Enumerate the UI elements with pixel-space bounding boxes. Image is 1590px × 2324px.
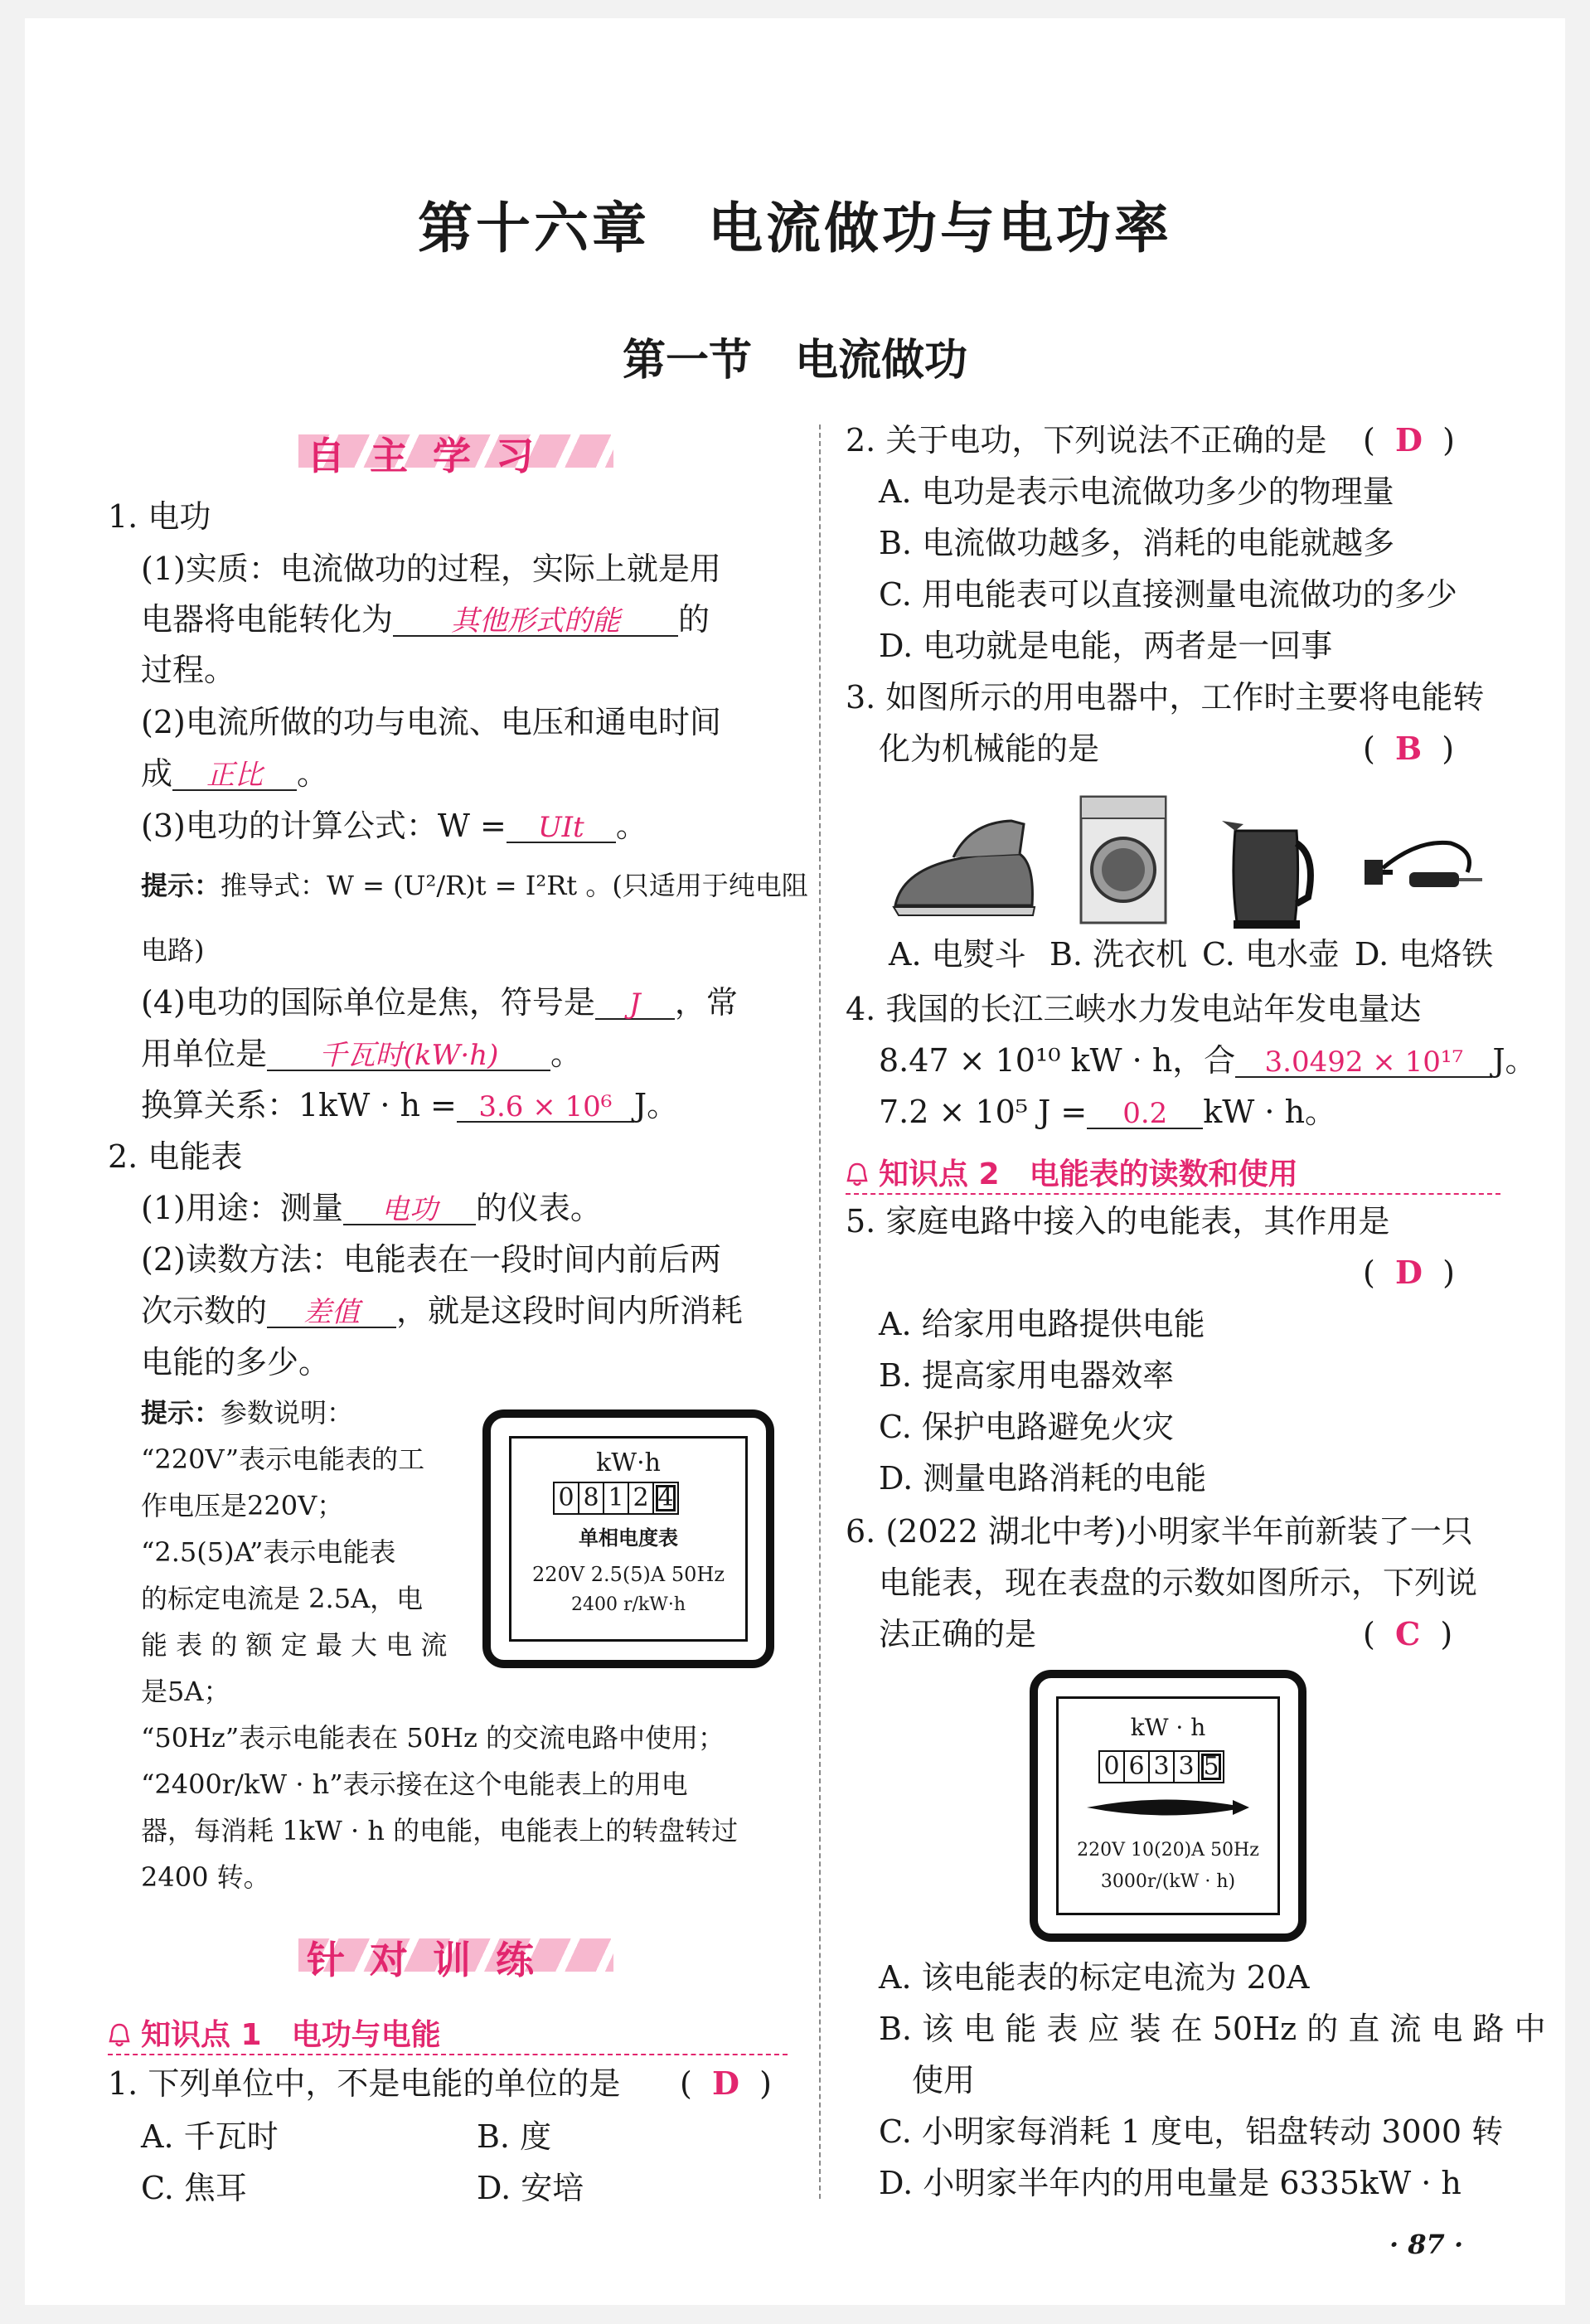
q2-2-text: 次示数的 xyxy=(141,1293,268,1329)
q2-2-tail: ，就是这段时间内所消耗 xyxy=(396,1293,744,1329)
q6-option-b-cont: 使用 xyxy=(912,2062,976,2098)
q3-stem-line-2: 化为机械能的是 xyxy=(879,730,1100,767)
q5-option-b: B. 提高家用电器效率 xyxy=(879,1357,1175,1394)
q1-4c-text: 换算关系：1kW · h = xyxy=(141,1087,457,1123)
practice-q1-option-c: C. 焦耳 xyxy=(141,2170,247,2206)
q3-bracket: ( B ) xyxy=(1363,730,1455,767)
hint2-line: 的标定电流是 2.5A，电 xyxy=(141,1583,424,1614)
meter-digit: 1 xyxy=(603,1482,629,1515)
q5-answer: D xyxy=(1394,1254,1423,1291)
q2-title: 2. 电能表 xyxy=(108,1138,243,1175)
practice-banner: 针对训练 xyxy=(307,1938,559,1982)
q1-1-answer: 其他形式的能 xyxy=(393,607,678,637)
q6-option-b: B. 该 电 能 表 应 装 在 50Hz 的 直 流 电 路 中 xyxy=(879,2011,1546,2047)
q2-option-a: A. 电功是表示电流做功多少的物理量 xyxy=(879,473,1394,510)
hint1-line-2: 电路) xyxy=(141,934,205,966)
q4-line-3-text: 7.2 × 10⁵ J = xyxy=(879,1094,1088,1130)
q2-2-answer: 差值 xyxy=(267,1298,396,1328)
meter-2-digits xyxy=(1098,1750,1223,1783)
q1-1-line-a: (1)实质：电流做功的过程，实际上就是用 xyxy=(141,551,721,587)
hint2-line: 能 表 的 额 定 最 大 电 流 xyxy=(141,1629,448,1661)
meter-1-rev: 2400 r/kW·h xyxy=(570,1594,686,1615)
q5-option-d: D. 测量电路消耗的电能 xyxy=(879,1460,1207,1497)
q1-1-line-b xyxy=(141,601,710,638)
q1-4b-tail: 。 xyxy=(550,1036,583,1072)
q3-stem-line-1: 3. 如图所示的用电器中，工作时主要将电能转 xyxy=(846,679,1485,716)
q2-1-line xyxy=(141,1192,602,1225)
q1-3-text: (3)电功的计算公式：W = xyxy=(141,808,507,844)
practice-q1-bracket: ( D ) xyxy=(680,2064,772,2102)
q4-line-1: 4. 我国的长江三峡水力发电站年发电量达 xyxy=(846,991,1422,1027)
q2-2-line-c: 电能的多少。 xyxy=(141,1344,331,1380)
q1-4-line-c xyxy=(141,1089,678,1123)
meter-digit: 3 xyxy=(1148,1750,1175,1783)
meter-1-panel xyxy=(509,1436,748,1642)
q4-line-2-tail: J。 xyxy=(1492,1042,1537,1079)
page xyxy=(25,18,1565,2305)
q1-2-tail: 。 xyxy=(297,755,329,792)
hint2-line: “2.5(5)A”表示电能表 xyxy=(141,1536,396,1568)
knowledge-point-2-label: 知识点 2 电能表的读数和使用 xyxy=(879,1157,1298,1191)
q2-answer: D xyxy=(1394,421,1423,458)
hint2-line: “50Hz”表示电能表在 50Hz 的交流电路中使用； xyxy=(141,1722,725,1754)
q6-bracket: ( C ) xyxy=(1363,1615,1453,1652)
section-title: 第一节 电流做功 xyxy=(622,335,967,386)
hint2-line: 是5A； xyxy=(141,1676,230,1707)
q4-answer-2: 0.2 xyxy=(1087,1099,1203,1129)
meter-digit: 2 xyxy=(628,1482,654,1515)
hint2-title-text: 参数说明： xyxy=(221,1397,354,1429)
q2-2-line-b xyxy=(141,1295,743,1328)
washing-machine-image xyxy=(1078,793,1169,926)
meter-1-digits xyxy=(553,1482,677,1515)
meter-1-unit: kW·h xyxy=(596,1448,661,1477)
q6-option-c: C. 小明家每消耗 1 度电，铝盘转动 3000 转 xyxy=(879,2113,1504,2150)
q1-4c-tail: J。 xyxy=(633,1087,679,1123)
q1-2-text: 成 xyxy=(141,755,173,792)
q4-line-2-text: 8.47 × 10¹⁰ kW · h，合 xyxy=(879,1042,1236,1079)
knowledge-point-1-label: 知识点 1 电功与电能 xyxy=(141,2018,441,2052)
q5-stem: 5. 家庭电路中接入的电能表，其作用是 xyxy=(846,1203,1390,1240)
q6-option-d: D. 小明家半年内的用电量是 6335kW · h xyxy=(879,2165,1462,2201)
soldering-iron-image xyxy=(1360,814,1484,914)
q6-answer: C xyxy=(1394,1615,1421,1652)
q1-4-line-b xyxy=(141,1038,582,1071)
practice-q1-option-b: B. 度 xyxy=(477,2118,552,2155)
q3-answer: B xyxy=(1394,730,1423,767)
q1-3-answer: UIt xyxy=(507,813,616,843)
practice-q1-text: 1. 下列单位中，不是电能的单位的是 xyxy=(108,2065,621,2102)
q4-line-3-tail: kW · h。 xyxy=(1203,1094,1337,1130)
hint2-label: 提示： xyxy=(141,1397,221,1429)
q1-2-line-b xyxy=(141,755,329,792)
q1-4-answer-b: 千瓦时(kW·h) xyxy=(267,1041,550,1071)
meter-2-panel xyxy=(1056,1696,1280,1915)
knowledge-point-2 xyxy=(846,1151,1500,1195)
q1-title: 1. 电功 xyxy=(108,498,211,535)
q1-4-answer-a: J xyxy=(595,990,675,1020)
q1-1-tail: 的 xyxy=(678,601,710,638)
q2-option-d: D. 电功就是电能，两者是一回事 xyxy=(879,628,1333,664)
meter-digit: 8 xyxy=(578,1482,604,1515)
q6-line-2: 电能表，现在表盘的示数如图所示，下列说 xyxy=(879,1565,1478,1601)
meter-1-spec: 220V 2.5(5)A 50Hz xyxy=(531,1563,725,1586)
hint2-title xyxy=(141,1397,354,1429)
practice-q1-option-d: D. 安培 xyxy=(477,2170,584,2206)
hint2-line: 器，每消耗 1kW · h 的电能，电能表上的转盘转过 xyxy=(141,1815,739,1846)
q6-line-1: 6. (2022 湖北中考)小明家半年前新装了一只 xyxy=(846,1513,1473,1550)
q5-option-c: C. 保护电路避免火灾 xyxy=(879,1409,1174,1445)
self-study-banner: 自主学习 xyxy=(307,434,559,478)
q3-option-c: C. 电水壶 xyxy=(1202,936,1340,973)
q1-4-tail: ，常 xyxy=(674,984,738,1021)
q4-line-2 xyxy=(879,1042,1537,1079)
q3-option-d: D. 电烙铁 xyxy=(1355,936,1494,973)
q6-line-3: 法正确的是 xyxy=(879,1616,1037,1652)
q2-1-text: (1)用途：测量 xyxy=(141,1190,343,1226)
hint2-line: 作电压是220V； xyxy=(141,1490,344,1521)
hint2-line: “2400r/kW · h”表示接在这个电能表上的用电 xyxy=(141,1768,688,1800)
hint1-text: 推导式：W = (U²/R)t = I²Rt 。(只适用于纯电阻 xyxy=(221,870,808,901)
q1-1-text: 电器将电能转化为 xyxy=(141,601,394,638)
meter-digit: 3 xyxy=(1173,1750,1200,1783)
meter-2-unit: kW · h xyxy=(1130,1714,1206,1741)
meter-digit: 4 xyxy=(652,1482,679,1515)
q2-bracket: ( D ) xyxy=(1363,421,1455,458)
q2-option-b: B. 电流做功越多，消耗的电能就越多 xyxy=(879,525,1395,561)
meter-1-label: 单相电度表 xyxy=(579,1526,678,1550)
q2-stem: 2. 关于电功，下列说法不正确的是 xyxy=(846,422,1327,458)
bell-icon xyxy=(108,2023,131,2048)
meter-digit: 0 xyxy=(553,1482,579,1515)
electric-kettle-image xyxy=(1219,806,1318,930)
q6-option-a: A. 该电能表的标定电流为 20A xyxy=(879,1959,1310,1996)
page-number: · 87 · xyxy=(1389,2229,1464,2260)
q3-option-b: B. 洗衣机 xyxy=(1049,936,1188,973)
bell-icon xyxy=(846,1162,869,1187)
meter-2-spec: 220V 10(20)A 50Hz xyxy=(1077,1840,1259,1861)
electric-meter-1 xyxy=(482,1409,774,1668)
chapter-title: 第十六章 电流做功与电功率 xyxy=(418,196,1172,260)
q1-2-line-a: (2)电流所做的功与电流、电压和通电时间 xyxy=(141,704,721,740)
q1-2-answer: 正比 xyxy=(172,761,297,791)
practice-q1-answer: D xyxy=(711,2064,739,2102)
hint1-line xyxy=(141,872,808,899)
practice-q1 xyxy=(108,2065,621,2102)
q2-2-line-a: (2)读数方法：电能表在一段时间内前后两 xyxy=(141,1241,721,1278)
q1-3-tail: 。 xyxy=(615,808,647,844)
q2-1-answer: 电功 xyxy=(343,1196,476,1225)
q5-bracket: ( D ) xyxy=(1363,1254,1455,1291)
hint2-line: 2400 转。 xyxy=(141,1861,270,1893)
meter-digit: 5 xyxy=(1198,1750,1224,1783)
q4-answer-1: 3.0492 × 10¹⁷ xyxy=(1235,1048,1492,1078)
q4-line-3 xyxy=(879,1096,1336,1129)
hint2-line: “220V”表示电能表的工 xyxy=(141,1443,425,1475)
electric-meter-2 xyxy=(1030,1670,1306,1942)
q3-option-a: A. 电熨斗 xyxy=(889,936,1026,973)
meter-2-rev: 3000r/(kW · h) xyxy=(1100,1871,1236,1892)
electric-iron-image xyxy=(887,806,1045,930)
column-divider xyxy=(819,425,821,2199)
q1-3-line xyxy=(141,810,647,843)
knowledge-point-1 xyxy=(108,2011,788,2055)
q5-option-a: A. 给家用电路提供电能 xyxy=(879,1306,1205,1342)
meter-digit: 6 xyxy=(1123,1750,1150,1783)
q1-4-answer-c: 3.6 × 10⁶ xyxy=(457,1093,634,1123)
hint-label: 提示： xyxy=(141,870,221,901)
practice-q1-option-a: A. 千瓦时 xyxy=(141,2118,279,2155)
q2-option-c: C. 用电能表可以直接测量电流做功的多少 xyxy=(879,576,1457,613)
meter-digit: 0 xyxy=(1098,1750,1125,1783)
meter-disc-icon xyxy=(1083,1795,1253,1820)
q1-4-text: (4)电功的国际单位是焦，符号是 xyxy=(141,984,595,1021)
q1-4-line-a xyxy=(141,984,738,1021)
q1-4b-text: 用单位是 xyxy=(141,1036,268,1072)
q1-1-line-c: 过程。 xyxy=(141,652,236,688)
q2-1-tail: 的仪表。 xyxy=(475,1190,602,1226)
